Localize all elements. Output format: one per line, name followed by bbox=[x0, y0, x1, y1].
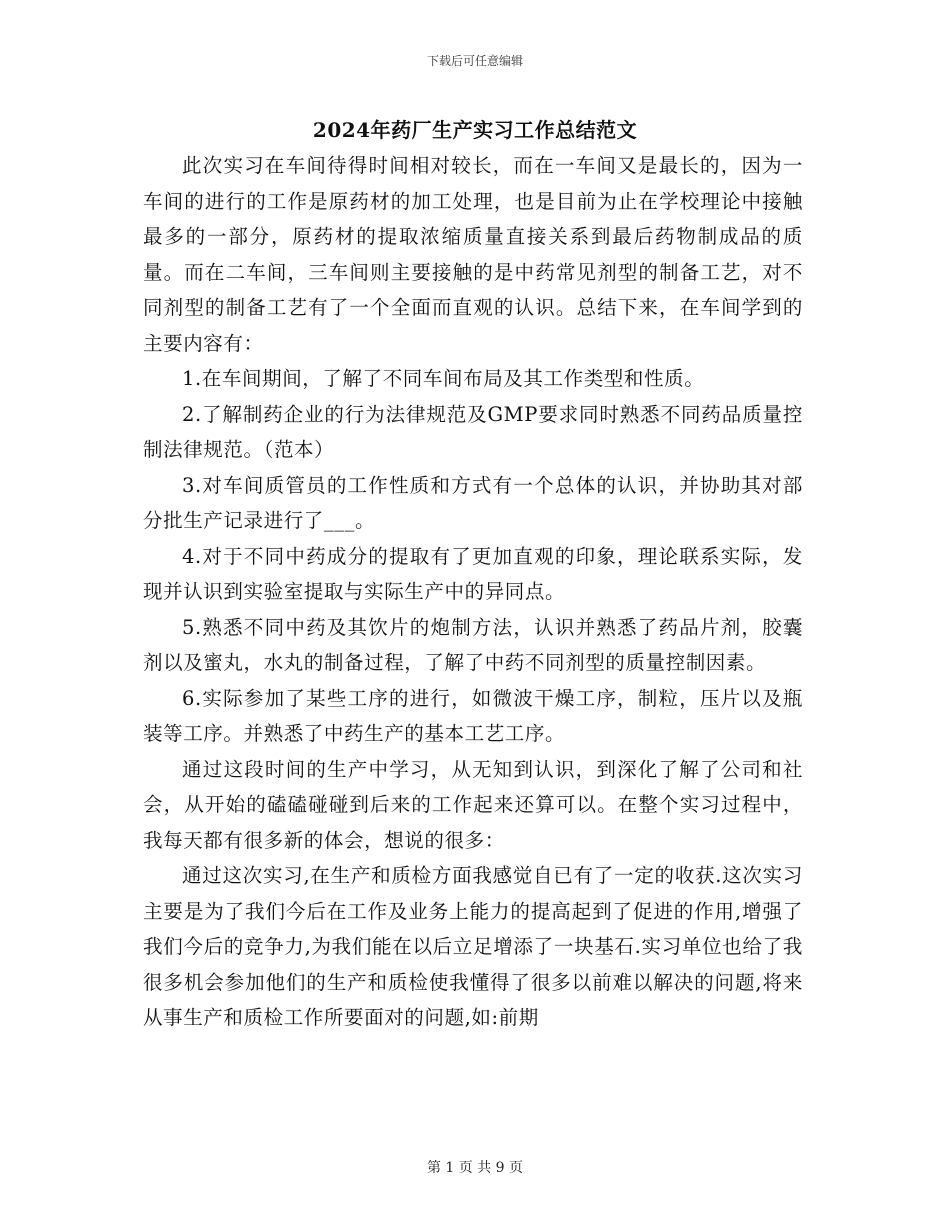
paragraph-summary: 通过这次实习,在生产和质检方面我感觉自已有了一定的收获.这次实习主要是为了我们今后在工作及业务上能力的提高起到了促进的作用,增强了我们今后的竞争力,为我们能在以后立足增添了一块基石.实习单位也给了我很多机会参加他们的生产和质检使我懂得了很多以前难以解决的问题,将来从事生产和质检工作所要面对的问题,如:前期 bbox=[143, 864, 803, 1029]
document-body bbox=[143, 148, 803, 1036]
page-header-note: 下载后可任意编辑 bbox=[426, 54, 523, 68]
paragraph-item-1: 1.在车间期间，了解了不同车间布局及其工作类型和性质。 bbox=[182, 367, 705, 390]
paragraph-item-6: 6.实际参加了某些工序的进行，如微波干燥工序，制粒，压片以及瓶装等工序。并熟悉了中药生产的基本工艺工序。 bbox=[143, 686, 803, 745]
paragraph-item-3: 3.对车间质管员的工作性质和方式有一个总体的认识，并协助其对部分批生产记录进行了___。 bbox=[143, 473, 803, 532]
paragraph-reflection: 通过这段时间的生产中学习，从无知到认识，到深化了解了公司和社会，从开始的磕磕碰碰到后来的工作起来还算可以。在整个实习过程中，我每天都有很多新的体会，想说的很多： bbox=[143, 757, 803, 852]
paragraph-item-4: 4.对于不同中药成分的提取有了更加直观的印象，理论联系实际，发现并认识到实验室提取与实际生产中的异同点。 bbox=[143, 544, 803, 603]
paragraph-intro: 此次实习在车间待得时间相对较长，而在一车间又是最长的，因为一车间的进行的工作是原药材的加工处理，也是目前为止在学校理论中接触最多的一部分，原药材的提取浓缩质量直接关系到最后药物制成品的质量。而在二车间，三车间则主要接触的是中药常见剂型的制备工艺，对不同剂型的制备工艺有了一个全面而直观的认识。总结下来，在车间学到的主要内容有： bbox=[143, 154, 803, 355]
paragraph-item-2: 2.了解制药企业的行为法律规范及GMP要求同时熟悉不同药品质量控制法律规范。（范本） bbox=[143, 402, 803, 461]
document-title: 2024年药厂生产实习工作总结范文 bbox=[312, 118, 638, 142]
page-footer-number: 第 1 页 共 9 页 bbox=[426, 1160, 524, 1176]
paragraph-item-5: 5.熟悉不同中药及其饮片的炮制方法，认识并熟悉了药品片剂，胶囊剂以及蜜丸，水丸的制备过程，了解了中药不同剂型的质量控制因素。 bbox=[143, 615, 803, 674]
